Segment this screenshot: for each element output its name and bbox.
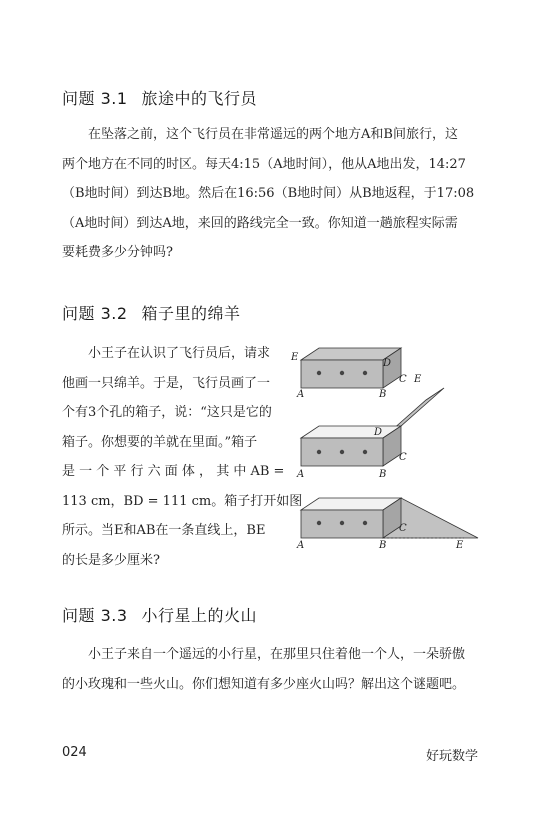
paragraph-3-1 [62,120,480,268]
paragraph-3-2 [62,339,303,575]
book-title: 好玩数学 [425,749,478,764]
text-line: 两个地方在不同的时区。每天4:15（A地时间），他从A地出发，14:27 [62,156,466,172]
label-a: A [297,540,305,551]
text-line: 所示。当E和AB在一条直线上，BE [62,523,266,538]
text-line: 个有3个孔的箱子，说：“这只是它的 [62,405,272,420]
label-c: C [399,452,407,463]
section-number: 问题 3.3 [62,606,128,625]
text-line: 箱子。你想要的羊就在里面。”箱子 [62,434,258,450]
section-title: 小行星上的火山 [141,606,258,625]
label-a: A [297,469,305,480]
label-e: E [456,540,464,551]
label-d: D [383,358,392,369]
text-line: 要耗费多少分钟吗? [62,245,173,260]
opened-box-lid-up [301,388,444,466]
section-heading-3-1 [62,86,257,109]
text-line: （A地时间）到达A地，来回的路线完全一致。你知道一趟旅程实际需 [62,215,458,231]
text-line: 他画一只绵羊。于是，飞行员画了一 [62,375,271,391]
text-line: 在坠落之前，这个飞行员在非常遥远的两个地方A和B间旅行，这 [88,127,458,142]
label-e: E [291,352,299,363]
label-e: E [414,374,422,385]
label-c: C [399,523,407,534]
opened-box-lid-down [301,498,478,538]
text-line: 的长是多少厘米? [62,552,160,568]
text-line: 113 cm，BD = 111 cm。箱子打开如图 [62,493,303,509]
section-title: 箱子里的绵羊 [141,304,241,323]
page-number: 024 [62,745,87,760]
section-heading-3-2 [62,301,241,324]
text-line: 小王子在认识了飞行员后，请求 [88,346,271,361]
label-c: C [399,374,407,385]
box-figure [288,340,488,555]
text-line: 小王子来自一个遥远的小行星，在那里只住着他一个人，一朵骄傲 [88,647,466,662]
section-title: 旅途中的飞行员 [141,89,258,108]
section-number: 问题 3.2 [62,304,128,323]
label-a: A [297,389,305,400]
label-b: B [379,469,387,480]
label-d: D [374,427,383,438]
section-heading-3-3 [62,603,257,626]
text-line: （B地时间）到达B地。然后在16:56（B地时间）从B地返程，于17:08 [62,186,475,201]
text-line: 的小玫瑰和一些火山。你们想知道有多少座火山吗？解出这个谜题吧。 [62,676,466,692]
label-b: B [379,389,387,400]
text-line: 是 一 个 平 行 六 面 体 ， 其 中 AB = [62,464,285,479]
section-number: 问题 3.1 [62,89,128,108]
label-b: B [379,540,387,551]
paragraph-3-3 [62,640,480,699]
